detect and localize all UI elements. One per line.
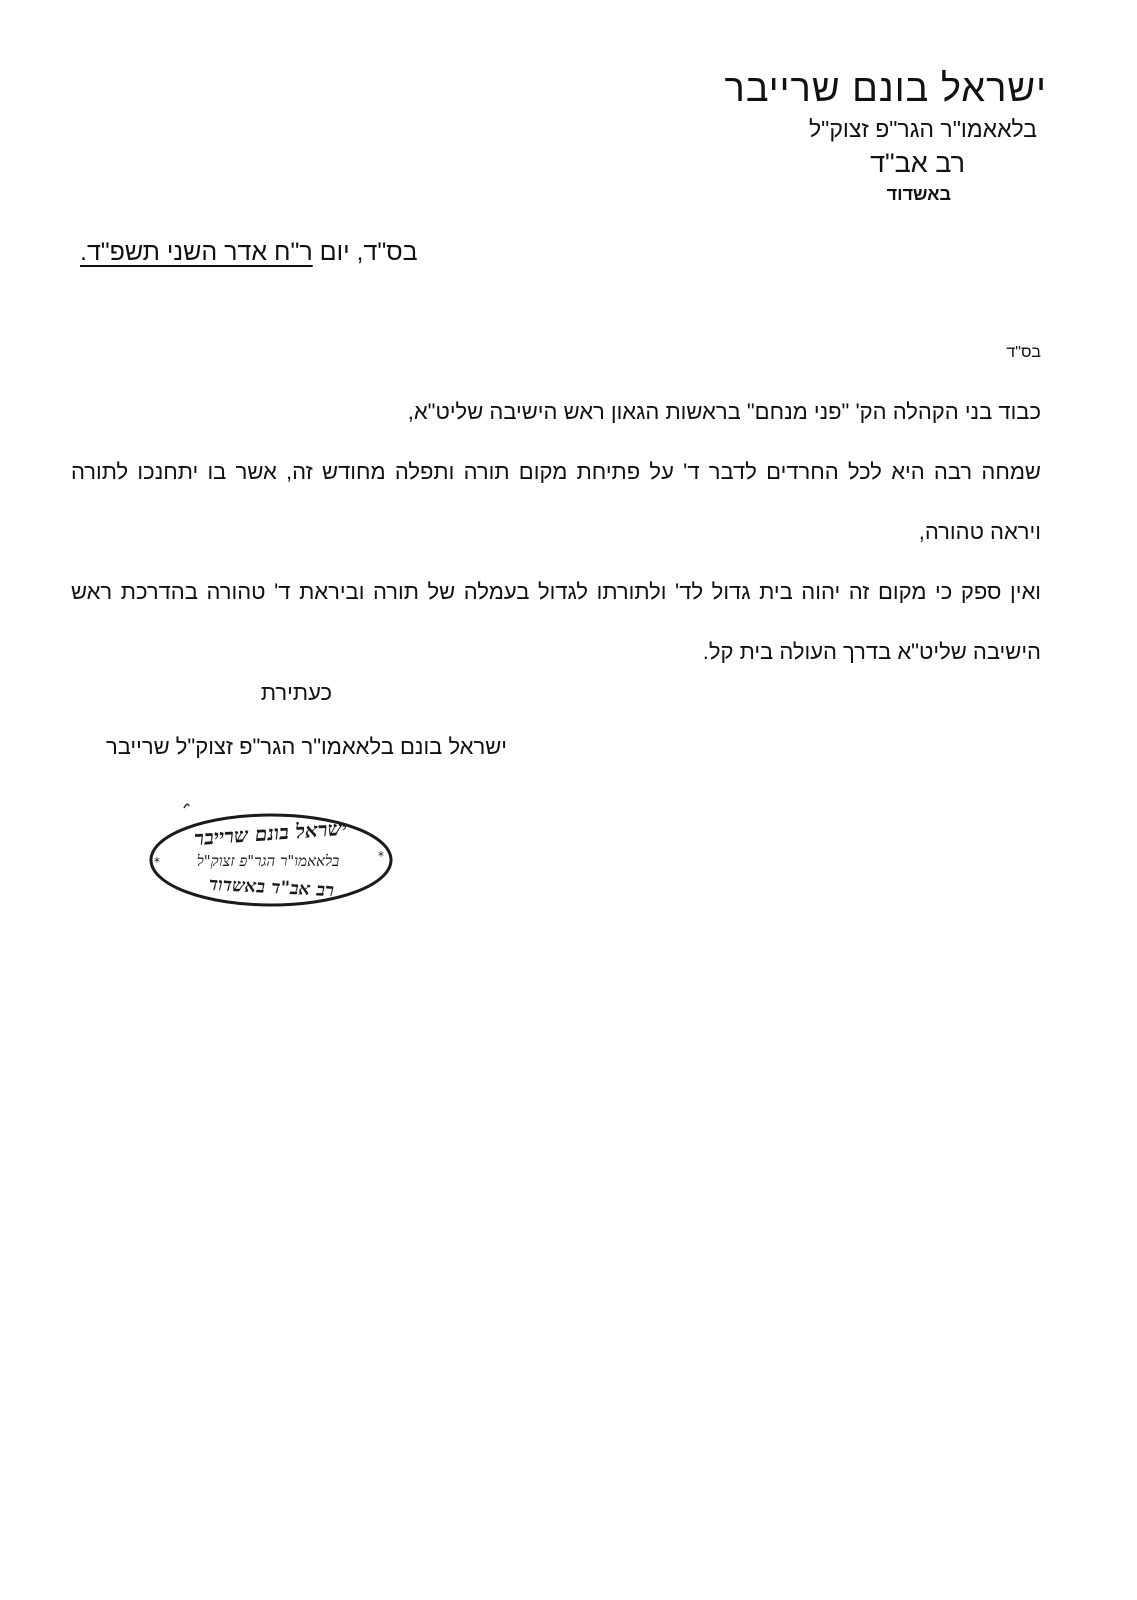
letterhead-title: בלאאמו"ר הגר"פ זצוק"ל	[808, 116, 1037, 142]
date-line	[80, 238, 440, 267]
date-value: ר"ח אדר השני תשפ"ד.	[80, 238, 313, 266]
stamp-seal-icon	[140, 800, 402, 915]
rabbi-stamp	[140, 800, 402, 915]
svg-text:*: *	[378, 849, 384, 863]
closing: כעתירת	[260, 680, 332, 705]
signature-name: ישראל בונם בלאאמו"ר הגר"פ זצוק"ל שרייבר	[105, 734, 507, 759]
svg-text:*: *	[154, 855, 160, 869]
letterhead	[724, 68, 1047, 208]
paragraph-2: ואין ספק כי מקום זה יהוה בית גדול לד' ולתורתו לגדול בעמלה של תורה וביראת ד' טהורה בהדרכת ראש הישיבה שליט"א בדרך העולה בית קל.	[71, 579, 1041, 664]
letter-body	[71, 382, 1041, 682]
stamp-line-1: ישראל בונם שרייבר	[193, 815, 348, 851]
letterhead-name: ישראל בונם שרייבר	[724, 68, 1047, 110]
letterhead-position: רב אב"ד	[870, 148, 965, 178]
stamp-line-2: בלאאמו"ר הגר"פ זצוק"ל	[196, 852, 340, 870]
date-prefix: בס"ד, יום	[319, 238, 418, 266]
letterhead-city: באשדוד	[886, 184, 951, 204]
salutation: כבוד בני הקהלה הק' "פני מנחם" בראשות הגאון ראש הישיבה שליט"א,	[407, 399, 1041, 424]
stamp-line-3: רב אב"ד באשדוד	[208, 873, 335, 902]
paragraph-1: שמחה רבה היא לכל החרדים לדבר ד' על פתיחת מקום תורה ותפלה מחודש זה, אשר בו יתחנכו לתורה ויראה טהורה,	[71, 459, 1041, 544]
bsd-marker: בס"ד	[1006, 344, 1041, 361]
